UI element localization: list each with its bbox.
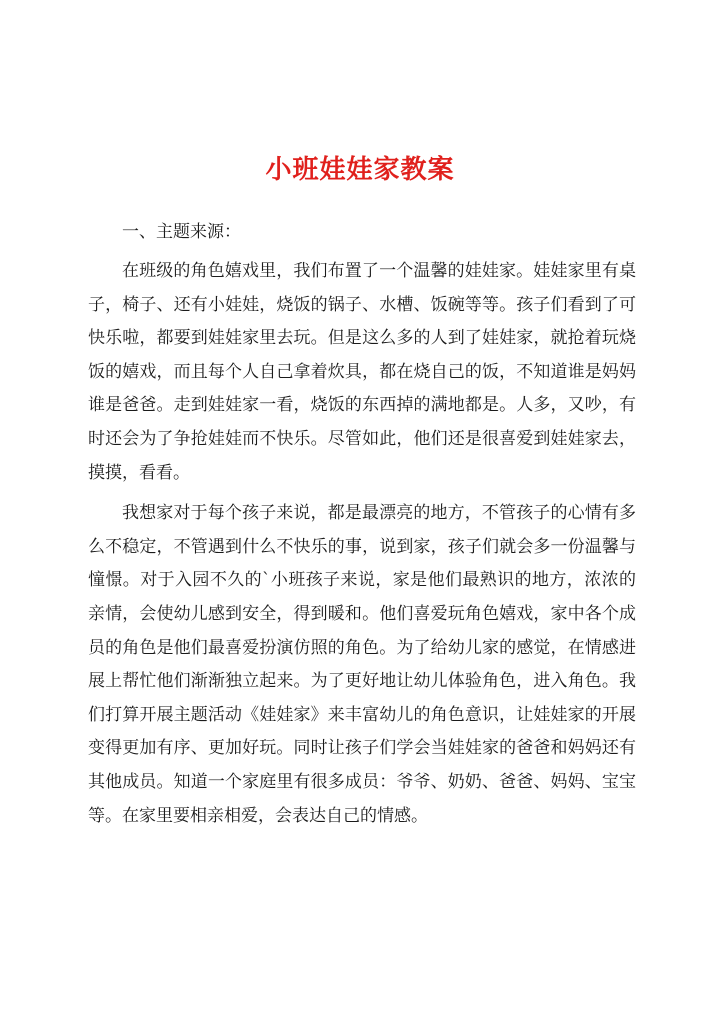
section-heading: 一、主题来源：	[122, 222, 241, 242]
document-body	[88, 217, 636, 833]
paragraph: 我想家对于每个孩子来说，都是最漂亮的地方，不管孩子的心情有多么不稳定，不管遇到什么不快乐的事，说到家，孩子们就会多一份温馨与憧憬。对于入园不久的`小班孩子来说，家是他们最熟识的地方，浓浓的亲情，会使幼儿感到安全，得到暖和。他们喜爱玩角色嬉戏，家中各个成员的角色是他们最喜爱扮演仿照的角色。为了给幼儿家的感觉，在情感进展上帮忙他们渐渐独立起来。为了更好地让幼儿体验角色，进入角色。我们打算开展主题活动《娃娃家》来丰富幼儿的角色意识，让娃娃家的开展变得更加有序、更加好玩。同时让孩子们学会当娃娃家的爸爸和妈妈还有其他成员。知道一个家庭里有很多成员：爷爷、奶奶、爸爸、妈妈、宝宝等。在家里要相亲相爱，会表达自己的情感。	[88, 503, 636, 826]
paragraph: 在班级的角色嬉戏里，我们布置了一个温馨的娃娃家。娃娃家里有桌子，椅子、还有小娃娃，烧饭的锅子、水槽、饭碗等等。孩子们看到了可快乐啦，都要到娃娃家里去玩。但是这么多的人到了娃娃家，就抢着玩烧饭的嬉戏，而且每个人自己拿着炊具，都在烧自己的饭，不知道谁是妈妈谁是爸爸。走到娃娃家一看，烧饭的东西掉的满地都是。人多，又吵，有时还会为了争抢娃娃而不快乐。尽管如此，他们还是很喜爱到娃娃家去，摸摸，看看。	[88, 261, 636, 483]
document-title: 小班娃娃家教案	[265, 155, 455, 185]
